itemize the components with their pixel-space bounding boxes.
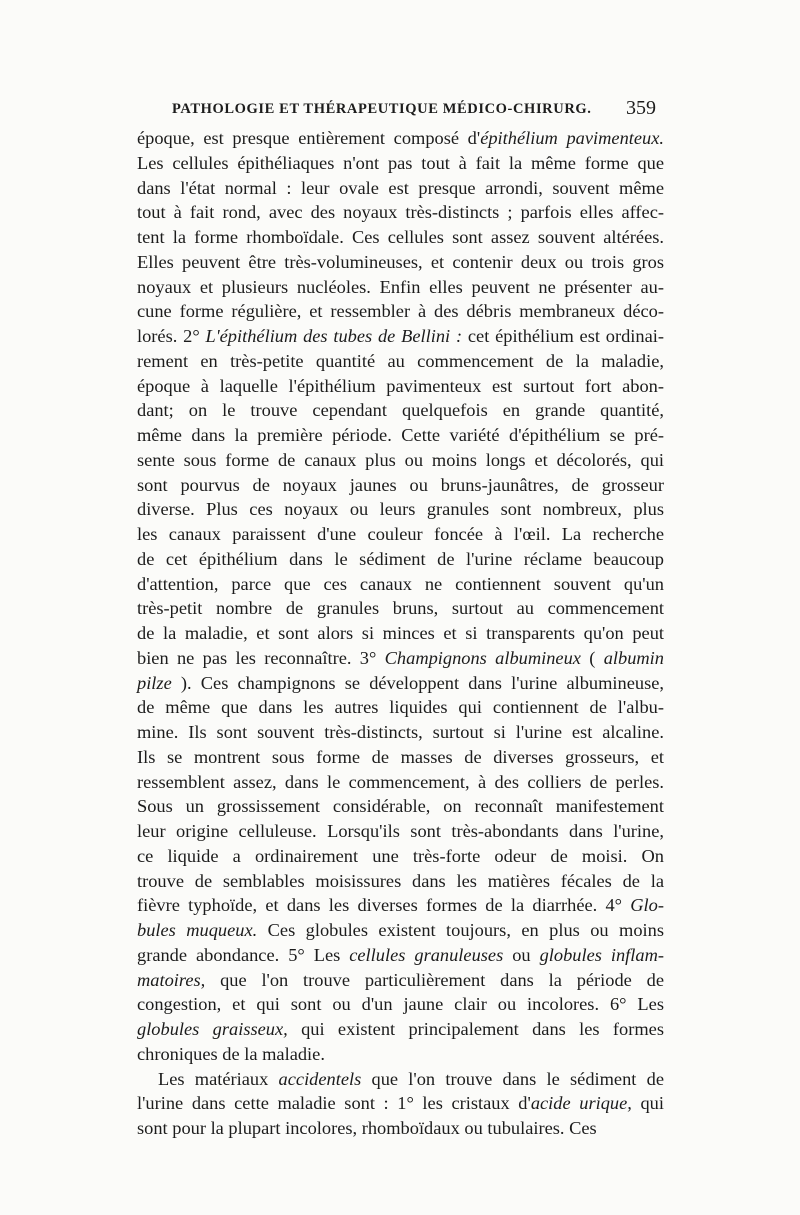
page-number: 359 [626,97,656,119]
text-segment: de cet épithélium dans le sédiment de l'urine réclame beaucoup [137,548,664,569]
text-line [137,398,664,422]
italic-segment: Glo- [630,895,664,916]
text-line [137,992,664,1016]
text-segment: noyaux et plusieurs nucléoles. Enfin elles peuvent ne présenter au- [137,276,664,297]
text-segment: tout à fait rond, avec des noyaux très-distincts ; parfois elles affec- [137,202,664,223]
text-line [137,819,664,843]
text-segment: époque, est presque entièrement composé d' [137,128,481,148]
text-line [137,1116,664,1140]
text-line [137,596,664,620]
text-line [137,968,664,992]
text-line [137,621,664,645]
text-line [137,572,664,596]
text-segment: rement en très-petite quantité au commencement de la maladie, [137,350,664,371]
text-line [137,1042,664,1066]
italic-segment: globules graisseux, [137,1019,288,1039]
text-segment: même dans la première période. Cette variété d'épithélium se pré- [137,425,664,445]
italic-segment: pilze [137,672,172,693]
text-line [137,473,664,497]
text-segment: ). Ces champignons se développent dans l'urine albumineuse, [171,672,664,693]
running-head-title: PATHOLOGIE ET THÉRAPEUTIQUE MÉDICO-CHIRURG. [172,101,592,117]
text-line [137,225,664,249]
text-segment: qui existent principalement dans les formes [287,1019,664,1039]
text-segment: sont pourvus de noyaux jaunes ou bruns-jaunâtres, de grosseur [137,474,664,495]
italic-segment: L'épithélium des tubes de Bellini : [205,326,463,346]
text-segment: dans l'état normal : leur ovale est presque arrondi, souvent même [137,177,664,198]
italic-segment: accidentels [278,1068,362,1089]
text-segment: grande abondance. 5° Les [137,944,350,965]
text-line [137,918,664,942]
text-line [137,695,664,719]
italic-segment: albumin [603,647,664,668]
text-segment: Les cellules épithéliaques n'ont pas tout à fait la même forme que [137,152,664,173]
text-segment: qui [631,1093,664,1114]
text-segment: cet épithélium est ordinai- [462,326,664,346]
text-line [137,200,664,224]
text-line [137,794,664,818]
text-line [137,448,664,472]
text-segment: ce liquide a ordinairement une très-forte odeur de moisi. On [137,845,664,866]
text-segment: les canaux paraissent d'une couleur foncée à l'œil. La recherche [137,524,664,544]
italic-segment: épithélium pavimenteux. [480,128,664,148]
text-segment: de la maladie, et sont alors si minces et si transparents qu'on peut [137,623,664,643]
text-segment: Les matériaux [158,1068,279,1089]
text-line [137,1017,664,1041]
text-segment: Elles peuvent être très-volumineuses, et contenir deux ou trois gros [137,251,664,272]
text-segment: Ils se montrent sous forme de masses de diverses grosseurs, et [137,746,664,767]
text-segment: Ces globules existent toujours, en plus ou moins [257,920,664,940]
text-line [137,349,664,373]
text-segment: diverse. Plus ces noyaux ou leurs granules sont nombreux, plus [137,499,664,520]
text-segment: l'urine dans cette maladie sont : 1° les cristaux d' [137,1093,531,1114]
text-segment: ressemblent assez, dans le commencement, à des colliers de perles. [137,771,664,792]
text-segment: bien ne pas les reconnaître. 3° [137,647,385,668]
text-line [137,943,664,967]
italic-segment: cellules granuleuses [349,944,504,965]
text-segment: fièvre typhoïde, et dans les diverses formes de la diarrhée. 4° [137,895,631,916]
text-line [137,126,664,150]
text-line [137,324,664,348]
text-line [137,522,664,546]
text-line [137,151,664,175]
italic-segment: bules muqueux. [137,920,258,940]
text-segment: que l'on trouve dans le sédiment de [361,1068,664,1089]
text-segment: mine. Ils sont souvent très-distincts, surtout si l'urine est alcaline. [137,722,664,742]
text-segment: très-petit nombre de granules bruns, surtout au commencement [137,598,664,619]
text-line [137,497,664,521]
text-segment: ( [580,647,604,668]
text-segment: sont pour la plupart incolores, rhomboïdaux ou tubulaires. Ces [137,1118,597,1138]
text-line [137,745,664,769]
text-segment: leur origine celluleuse. Lorsqu'ils sont très-abondants dans l'urine, [137,821,664,841]
text-segment: sente sous forme de canaux plus ou moins longs et décolorés, qui [137,449,664,470]
text-segment: époque à laquelle l'épithélium pavimenteux est surtout fort abon- [137,375,664,396]
text-segment: chroniques de la maladie. [137,1043,325,1064]
text-segment: que l'on trouve particulièrement dans la période de [205,969,664,990]
text-segment: cune forme régulière, et ressembler à des débris membraneux déco- [137,301,664,322]
italic-segment: globules inflam- [539,944,664,965]
text-segment: trouve de semblables moisissures dans les matières fécales de la [137,870,664,891]
text-line [137,671,664,695]
italic-segment: matoires, [137,969,206,990]
text-line [137,1091,664,1115]
text-line [137,869,664,893]
text-segment: ou [503,944,540,965]
text-line [137,844,664,868]
running-head [172,97,656,127]
text-line [137,176,664,200]
text-segment: dant; on le trouve cependant quelquefois en grande quantité, [137,400,664,421]
text-segment: congestion, et qui sont ou d'un jaune clair ou incolores. 6° Les [137,994,664,1015]
text-line [137,374,664,398]
text-line [137,547,664,571]
text-segment: lorés. 2° [137,326,206,346]
text-line [137,423,664,447]
text-segment: d'attention, parce que ces canaux ne contiennent souvent qu'un [137,573,664,594]
text-line [137,299,664,323]
text-segment: Sous un grossissement considérable, on reconnaît manifestement [137,796,664,817]
text-line [137,646,664,670]
text-line [137,720,664,744]
text-line [137,893,664,917]
italic-segment: acide urique, [530,1093,632,1114]
text-line [137,275,664,299]
text-line [137,250,664,274]
italic-segment: Champignons albumineux [384,647,581,668]
text-line [158,1067,664,1091]
text-segment: tent la forme rhomboïdale. Ces cellules sont assez souvent altérées. [137,227,664,247]
text-segment: de même que dans les autres liquides qui contiennent de l'albu- [137,697,664,718]
text-line [137,770,664,794]
